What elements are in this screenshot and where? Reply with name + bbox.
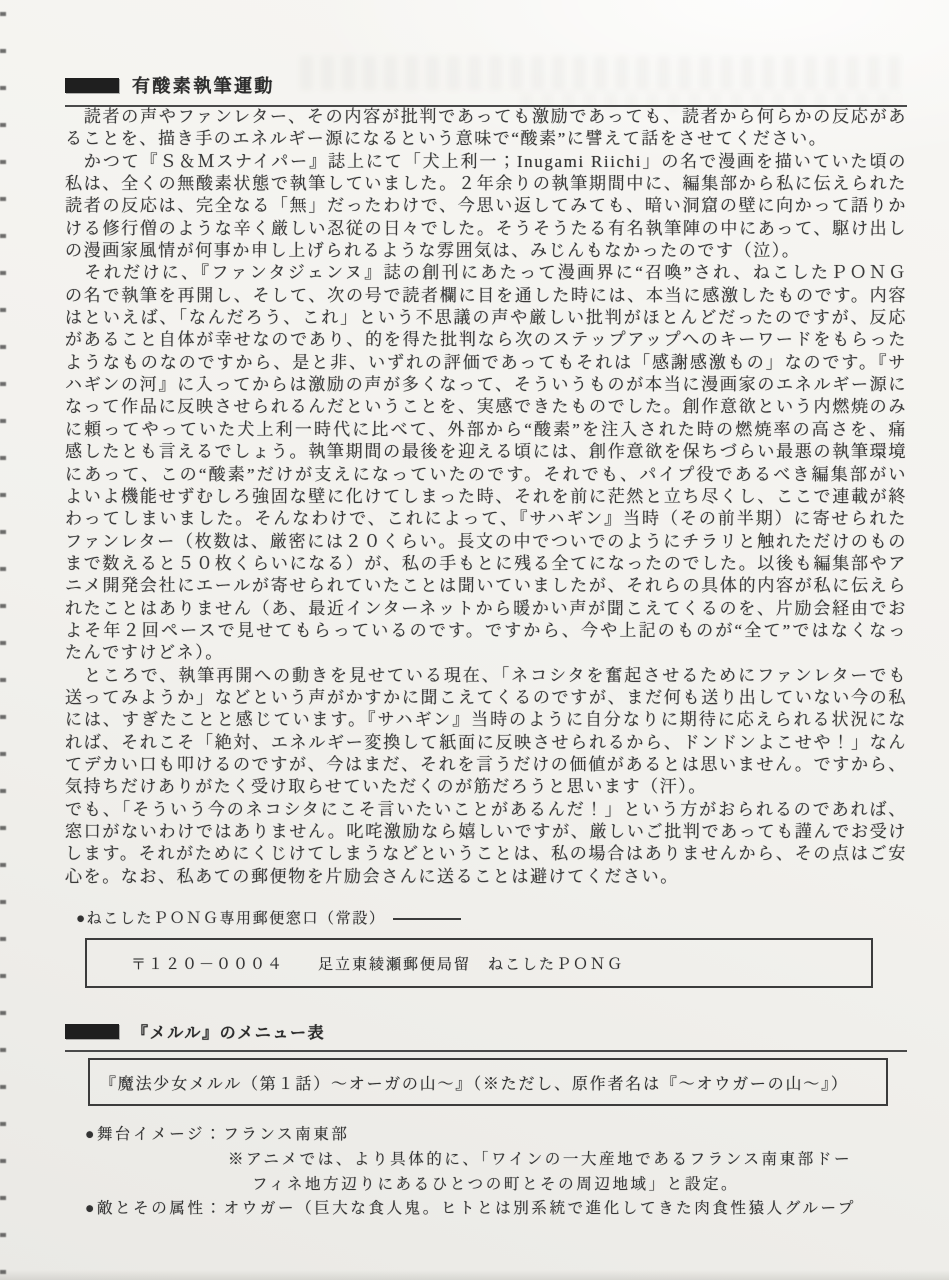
text-line: てデカい口も叩けるのですが、今はまだ、それを言うだけの価値があるとは思いません。ですから、 — [65, 754, 907, 774]
text-line: ところで、執筆再開への動きを見せている現在、「ネコシタを奮起させるためにファンレターでも — [65, 665, 907, 685]
text-line: 送ってみようか」などという声がかすかに聞こえてくるのですが、まだ何も送り出していない今の私 — [65, 687, 907, 707]
text-line: ファンレター（枚数は、厳密には２０くらい。長文の中でついでのようにチラリと触れただけのもの — [65, 531, 907, 551]
text-line: よそ年２回ペースで見せてもらっているのです。ですから、今や上記のものが“全て”ではなくなっ — [65, 620, 907, 640]
text-line: れば、それこそ「絶対、エネルギー変換して紙面に反映させられるから、ドンドンよこせや！」なん — [65, 732, 907, 752]
text-line: 私は、全くの無酸素状態で執筆していました。２年余りの執筆期間中に、編集部から私に伝えられた — [65, 174, 907, 194]
paragraph — [65, 106, 907, 151]
text-line: 感したとも言えるでしょう。執筆期間の最後を迎える頃には、創作意欲を保ちづらい最悪の執筆環境 — [65, 442, 907, 462]
text-line: の漫画家風情が何事か申し上げられるような雰囲気は、みじんもなかったのです（泣）。 — [65, 241, 801, 261]
text-line: します。それがためにくじけてしまうなどということは、私の場合はありませんから、その点はご安 — [65, 844, 907, 864]
paragraph — [65, 665, 907, 799]
text-line: ることを、描き手のエネルギー源になるという意味で“酸素”に譬えて話をさせてください。 — [65, 129, 828, 149]
text-line: ニメ開発会社にエールが寄せられていたことは聞いていましたが、それらの具体的内容が私に伝えら — [65, 576, 907, 596]
section-header-merle-menu — [65, 1020, 907, 1052]
paragraph — [65, 799, 907, 888]
episode-title-box — [88, 1058, 888, 1106]
bullet-stage-note-line2: フィネ地方辺りにあるひとつの町とその周辺地域」と設定。 — [252, 1176, 740, 1193]
bullet-stage-note-line1: ※アニメでは、より具体的に、「ワインの一大産地であるフランス南東部ドー — [228, 1151, 853, 1168]
postal-window-line — [76, 907, 461, 928]
bullet-stage-image: ●舞台イメージ：フランス南東部 — [85, 1126, 350, 1143]
text-line: それだけに、『ファンタジェンヌ』誌の創刊にあたって漫画界に“召喚”され、ねこしたＰＯＮＧ — [65, 263, 907, 283]
text-line: に頼ってやっていた犬上利一時代に比べて、外部から“酸素”を注入された時の燃焼率の高さを、痛 — [65, 419, 907, 439]
section-marker-bar — [65, 78, 119, 93]
text-line: があること自体が幸せなのであり、的を得た批判なら次のステップアップへのキーワードをもらった — [65, 330, 907, 350]
text-line: 窓口がないわけではありません。叱咤激励なら嬉しいですが、厳しいご批判であっても謹んでお受け — [65, 822, 907, 841]
text-line: かつて『Ｓ＆Ｍスナイパー』誌上にて「犬上利一；Inugami Riichi」の名で漫画を描いていた頃の — [65, 151, 907, 171]
text-line: はといえば、「なんだろう、これ」という不思議の声や厳しい批判がほとんどだったのですが、反応 — [65, 308, 907, 328]
text-line: よいよ機能せずむしろ強固な壁に化けてしまった時、それを前に茫然と立ち尽くし、ここで連載が終 — [65, 486, 907, 506]
section-marker-bar — [65, 1024, 119, 1039]
section-header-aerobic — [65, 72, 907, 107]
section-title: 『メルル』のメニュー表 — [132, 1025, 326, 1042]
episode-title-text: 『魔法少女メルル（第１話）〜オーガの山〜』（※ただし、原作者名は『〜オウガーの山〜』） — [100, 1075, 849, 1093]
text-line: 心を。なお、私あての郵便物を片励会さんに送ることは避けてください。 — [65, 866, 679, 886]
text-line: ける修行僧のような辛く厳しい忍従の日々でした。そうそうたる有名執筆陣の中にあって、駆け出し — [65, 218, 907, 238]
text-line: 気持ちだけありがたく受け取らせていただくのが筋だろうと思います（汗）。 — [65, 777, 707, 797]
postal-address-text: 〒１２０－０００４ 足立東綾瀬郵便局留 ねこしたＰＯＮＧ — [131, 956, 625, 973]
text-line: たんですけどネ）。 — [65, 643, 224, 663]
postal-window-label: ●ねこしたＰＯＮＧ専用郵便窓口（常設） — [76, 911, 386, 927]
text-line: の名で執筆を再開し、そして、次の号で読者欄に目を通した時には、本当に感激したものです。内容 — [65, 285, 907, 305]
text-line: には、すぎたことと感じています。『サハギン』当時のように自分なりに期待に応えられる状況にな — [65, 710, 907, 730]
text-line: なって作品に反映させられるんだということを、実感できたものでした。創作意欲という内燃焼のみ — [65, 397, 907, 417]
text-line: ようなものなのですから、是と非、いずれの評価であってもそれは「感謝感激もの」なのです。『サ — [65, 352, 907, 372]
text-line: わってしまいました。そんなわけで、これによって、『サハギン』当時（その前半期）に寄せられた — [65, 509, 907, 529]
essay-body-text — [65, 106, 907, 888]
text-line: まで数えると５０枚くらいになる）が、私の手もとに残る全てになったのでした。以後も編集部やア — [65, 553, 907, 573]
bullet-enemy-attribute: ●敵とその属性：オウガー（巨大な食人鬼。ヒトとは別系統で進化してきた肉食性猿人グループ — [85, 1200, 856, 1217]
postal-address-box — [85, 938, 873, 988]
text-line: 読者の声やファンレター、その内容が批判であっても激励であっても、読者から何らかの反応があ — [65, 107, 907, 126]
spiral-binding-marks — [0, 12, 6, 1274]
text-line: 読者の反応は、完全なる「無」だったわけで、今思い返してみても、暗い洞窟の壁に向かって語りか — [65, 196, 907, 216]
text-line: ハギンの河』に入ってからは激励の声が多くなって、そういうものが本当に漫画家のエネルギー源に — [65, 375, 907, 395]
section-title: 有酸素執筆運動 — [132, 76, 275, 96]
paragraph — [65, 151, 907, 263]
horizontal-rule-dash — [393, 918, 461, 920]
text-line: にあって、この“酸素”だけが支えになっていたのです。それでも、パイプ役であるべき編集部がい — [65, 464, 907, 484]
text-line: でも、「そういう今のネコシタにこそ言いたいことがあるんだ！」という方がおられるのであれば、 — [65, 799, 907, 819]
text-line: れたことはありません（あ、最近インターネットから暖かい声が聞こえてくるのを、片励会経由でお — [65, 598, 907, 618]
scan-edge-shadow — [0, 1270, 949, 1280]
paragraph — [65, 262, 907, 664]
